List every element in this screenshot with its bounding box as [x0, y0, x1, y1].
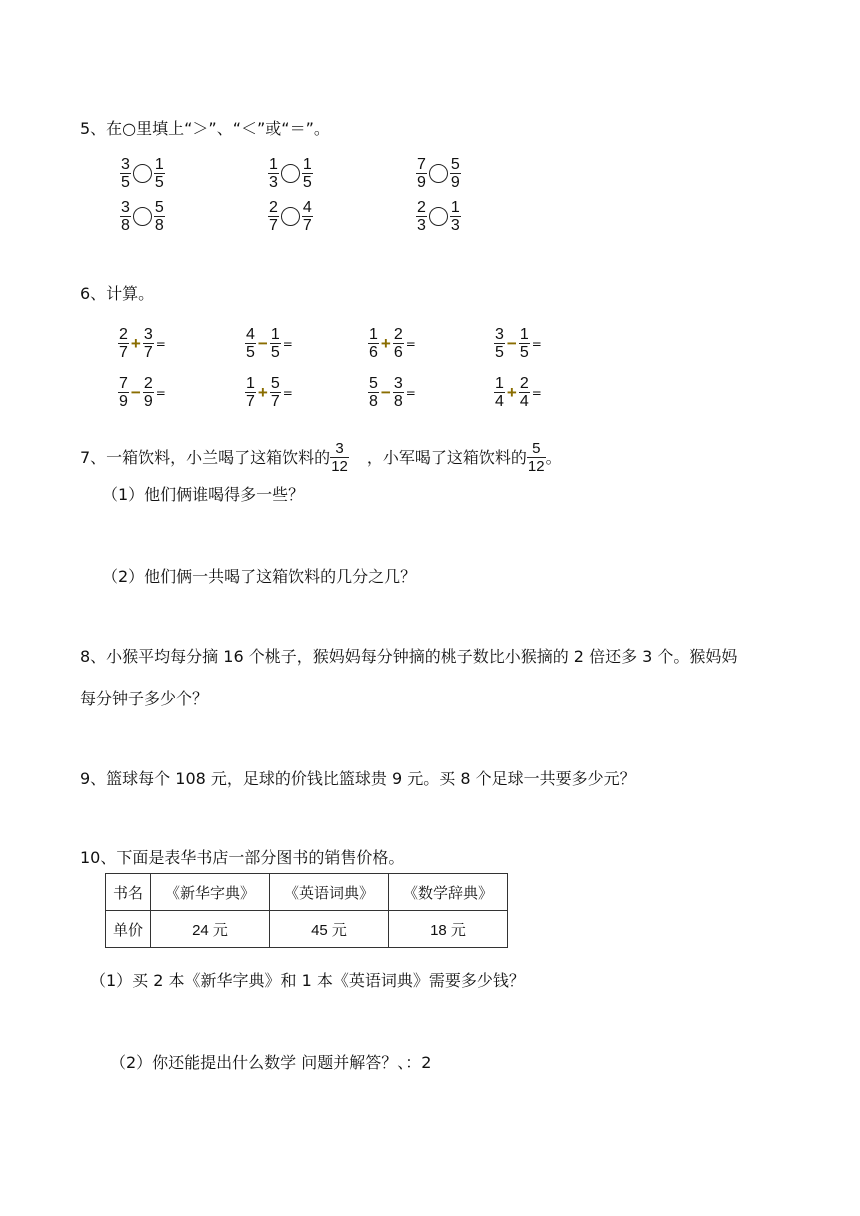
fraction: [494, 326, 505, 361]
fraction-numerator: 3: [393, 375, 403, 392]
fraction: [416, 199, 427, 234]
fraction-numerator: 2: [269, 199, 278, 216]
comparison-item: [416, 156, 461, 191]
answer-circle[interactable]: [429, 164, 448, 183]
fraction: [494, 375, 505, 410]
fraction-denominator: 7: [270, 393, 280, 410]
fraction-numerator: 1: [269, 156, 278, 173]
fraction-numerator: 1: [270, 326, 280, 343]
fraction: [450, 199, 461, 234]
fraction-denominator: 3: [269, 174, 278, 191]
q7-text-2: ，小军喝了这箱饮料的: [366, 447, 527, 467]
q7-fraction-1-denominator: 12: [331, 458, 348, 475]
q7-sub-question-2: （2）他们俩一共喝了这箱饮料的几分之几？: [102, 567, 417, 586]
fraction: [270, 375, 281, 410]
comparison-item: [416, 199, 461, 234]
fraction-numerator: 1: [450, 199, 460, 216]
fraction: [450, 156, 461, 191]
fraction: [118, 375, 129, 410]
q6-title: 6、计算。: [80, 284, 155, 303]
table-cell: 单价: [106, 911, 151, 948]
answer-circle[interactable]: [281, 164, 300, 183]
book-price-table: [105, 873, 508, 948]
fraction-denominator: 5: [154, 174, 164, 191]
table-header-cell: 《新华字典》: [151, 874, 270, 911]
fraction-numerator: 5: [369, 375, 378, 392]
q10-sub-question-1: （1）买 2 本《新华字典》和 1 本《英语词典》需要多少钱？: [90, 971, 525, 990]
fraction-numerator: 1: [369, 326, 378, 343]
minus-sign: −: [130, 382, 141, 402]
fraction-denominator: 9: [417, 174, 426, 191]
q7-fraction-1-numerator: 3: [335, 440, 344, 457]
fraction-denominator: 5: [121, 174, 130, 191]
fraction: [302, 199, 313, 234]
q10-sub-question-2: （2）你还能提出什么数学 问题并解答？、：2: [110, 1053, 432, 1072]
minus-sign: −: [257, 333, 268, 353]
fraction: [245, 375, 256, 410]
q7-sub-question-1: （1）他们俩谁喝得多一些？: [102, 485, 305, 504]
equals-sign: =: [531, 385, 542, 400]
table-row: [106, 911, 508, 948]
fraction: [268, 199, 279, 234]
fraction: [270, 326, 281, 361]
equals-sign: =: [282, 336, 293, 351]
table-cell: 24 元: [151, 911, 270, 948]
fraction-denominator: 7: [119, 344, 128, 361]
calculation-item: [494, 375, 542, 410]
fraction-numerator: 5: [450, 156, 460, 173]
fraction-numerator: 7: [119, 375, 128, 392]
fraction-numerator: 2: [393, 326, 403, 343]
fraction-denominator: 4: [519, 393, 529, 410]
fraction: [393, 326, 404, 361]
q10-title: 10、下面是表华书店一部分图书的销售价格。: [80, 848, 405, 867]
fraction-denominator: 5: [246, 344, 255, 361]
answer-circle[interactable]: [133, 164, 152, 183]
fraction-numerator: 7: [417, 156, 426, 173]
answer-circle[interactable]: [281, 207, 300, 226]
equals-sign: =: [405, 385, 416, 400]
table-cell: 18 元: [389, 911, 508, 948]
fraction: [154, 199, 165, 234]
comparison-item: [268, 199, 313, 234]
fraction-numerator: 1: [154, 156, 164, 173]
fraction: [118, 326, 129, 361]
answer-circle[interactable]: [429, 207, 448, 226]
q7-line: [80, 440, 562, 475]
fraction: [143, 375, 154, 410]
calculation-item: [245, 326, 293, 361]
fraction-numerator: 1: [246, 375, 255, 392]
fraction: [519, 326, 530, 361]
fraction-numerator: 2: [417, 199, 426, 216]
minus-sign: −: [380, 382, 391, 402]
calculation-item: [245, 375, 293, 410]
fraction-denominator: 8: [369, 393, 378, 410]
fraction: [302, 156, 313, 191]
fraction-numerator: 1: [302, 156, 312, 173]
equals-sign: =: [155, 336, 166, 351]
fraction-denominator: 5: [495, 344, 504, 361]
q7-text-3: 。: [545, 447, 562, 467]
fraction-denominator: 9: [143, 393, 153, 410]
fraction-numerator: 3: [495, 326, 504, 343]
plus-sign: +: [257, 382, 268, 402]
comparison-item: [268, 156, 313, 191]
fraction-denominator: 8: [121, 217, 130, 234]
fraction-denominator: 7: [269, 217, 278, 234]
minus-sign: −: [506, 333, 517, 353]
fraction-denominator: 7: [302, 217, 312, 234]
q7-fraction-1: [330, 440, 349, 475]
q7-fraction-2: [527, 440, 546, 475]
fraction: [519, 375, 530, 410]
fraction: [268, 156, 279, 191]
fraction: [120, 156, 131, 191]
equals-sign: =: [405, 336, 416, 351]
table-cell: 45 元: [270, 911, 389, 948]
q7-text-1: 7、一箱饮料，小兰喝了这箱饮料的: [80, 447, 331, 467]
comparison-item: [120, 199, 165, 234]
q5-title: 5、在○里填上“＞”、“＜”或“＝”。: [80, 119, 330, 138]
fraction-numerator: 1: [519, 326, 529, 343]
table-header-cell: 书名: [106, 874, 151, 911]
fraction-denominator: 3: [417, 217, 426, 234]
q8-line-2: 每分钟子多少个？: [80, 689, 209, 708]
fraction-numerator: 4: [302, 199, 312, 216]
fraction: [143, 326, 154, 361]
fraction-numerator: 1: [495, 375, 504, 392]
equals-sign: =: [282, 385, 293, 400]
fraction: [245, 326, 256, 361]
fraction-denominator: 8: [393, 393, 403, 410]
fraction-denominator: 5: [519, 344, 529, 361]
fraction-numerator: 2: [519, 375, 529, 392]
fraction: [368, 375, 379, 410]
fraction-numerator: 3: [121, 199, 130, 216]
fraction-denominator: 9: [119, 393, 128, 410]
fraction: [416, 156, 427, 191]
table-header-cell: 《英语词典》: [270, 874, 389, 911]
fraction-denominator: 7: [143, 344, 153, 361]
fraction-denominator: 5: [302, 174, 312, 191]
q9-text: 9、篮球每个 108 元，足球的价钱比篮球贵 9 元。买 8 个足球一共要多少元？: [80, 769, 636, 788]
fraction-numerator: 2: [143, 375, 153, 392]
equals-sign: =: [531, 336, 542, 351]
table-row: [106, 874, 508, 911]
fraction: [393, 375, 404, 410]
comparison-item: [120, 156, 165, 191]
fraction-numerator: 3: [143, 326, 153, 343]
calculation-item: [494, 326, 542, 361]
fraction-numerator: 2: [119, 326, 128, 343]
fraction-denominator: 6: [369, 344, 378, 361]
fraction-numerator: 4: [246, 326, 255, 343]
plus-sign: +: [380, 333, 391, 353]
fraction-denominator: 8: [154, 217, 164, 234]
fraction-denominator: 5: [270, 344, 280, 361]
q7-fraction-2-numerator: 5: [532, 440, 541, 457]
equals-sign: =: [155, 385, 166, 400]
fraction-numerator: 5: [270, 375, 280, 392]
plus-sign: +: [506, 382, 517, 402]
plus-sign: +: [130, 333, 141, 353]
fraction-numerator: 5: [154, 199, 164, 216]
q8-line-1: 8、小猴平均每分摘 16 个桃子，猴妈妈每分钟摘的桃子数比小猴摘的 2 倍还多 3 个。猴妈妈: [80, 647, 738, 666]
calculation-item: [118, 375, 166, 410]
fraction-numerator: 3: [121, 156, 130, 173]
fraction: [368, 326, 379, 361]
fraction-denominator: 7: [246, 393, 255, 410]
fraction-denominator: 6: [393, 344, 403, 361]
q7-fraction-2-denominator: 12: [527, 458, 545, 475]
calculation-item: [118, 326, 166, 361]
table-header-cell: 《数学辞典》: [389, 874, 508, 911]
fraction-denominator: 3: [450, 217, 460, 234]
fraction-denominator: 9: [450, 174, 460, 191]
fraction: [120, 199, 131, 234]
answer-circle[interactable]: [133, 207, 152, 226]
fraction: [154, 156, 165, 191]
fraction-denominator: 4: [495, 393, 504, 410]
calculation-item: [368, 326, 416, 361]
calculation-item: [368, 375, 416, 410]
